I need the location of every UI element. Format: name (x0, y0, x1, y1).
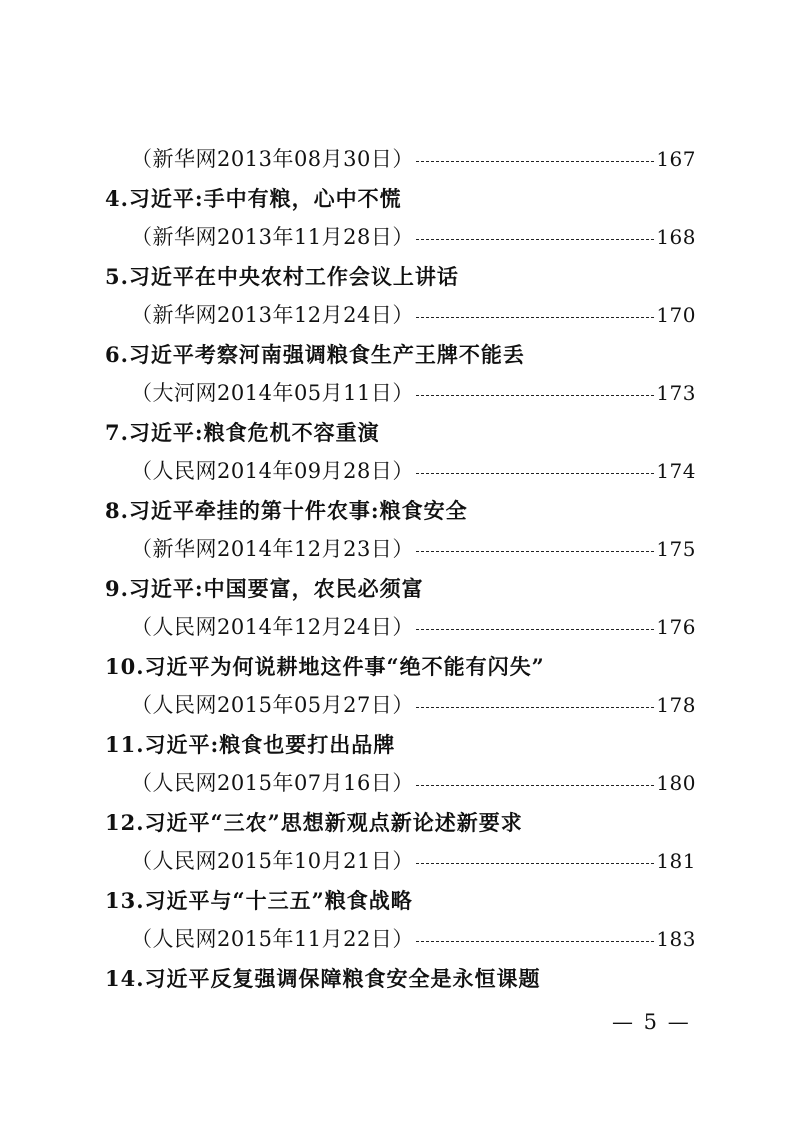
toc-page-number: 167 (656, 147, 696, 171)
toc-leader (416, 239, 654, 240)
toc-page-number: 183 (656, 927, 696, 951)
toc-source: （人民网2014年12月24日） (131, 615, 414, 639)
toc-source-line (0, 686, 696, 725)
toc-entry-title: 13.习近平与“十三五”粮食战略 (105, 888, 413, 913)
toc-source: （大河网2014年05月11日） (131, 381, 414, 405)
toc-source: （人民网2015年05月27日） (131, 693, 414, 717)
toc-leader (416, 941, 654, 942)
toc-entry-title: 5.习近平在中央农村工作会议上讲话 (105, 264, 459, 289)
toc-leader (416, 707, 654, 708)
toc-entry-title: 11.习近平:粮食也要打出品牌 (105, 732, 396, 757)
toc-source: （人民网2015年11月22日） (131, 927, 414, 951)
toc-entry-title: 14.习近平反复强调保障粮食安全是永恒课题 (105, 966, 541, 991)
toc-source-line (0, 530, 696, 569)
toc-entry-title: 12.习近平“三农”思想新观点新论述新要求 (105, 810, 523, 835)
toc-source-line (0, 452, 696, 491)
toc-leader (416, 863, 654, 864)
table-of-contents (0, 140, 800, 998)
toc-leader (416, 473, 654, 474)
toc-page-number: 170 (656, 303, 696, 327)
toc-source: （人民网2014年09月28日） (131, 459, 414, 483)
toc-entry-title: 6.习近平考察河南强调粮食生产王牌不能丢 (105, 342, 525, 367)
toc-page-number: 175 (656, 537, 696, 561)
toc-source-line (0, 920, 696, 959)
toc-source-line (0, 374, 696, 413)
toc-page-number: 174 (656, 459, 696, 483)
toc-entry-title: 10.习近平为何说耕地这件事“绝不能有闪失” (105, 654, 545, 679)
toc-entry-title: 7.习近平:粮食危机不容重演 (105, 420, 380, 445)
toc-entry-title: 4.习近平:手中有粮，心中不慌 (105, 186, 402, 211)
toc-source-line (0, 140, 696, 179)
toc-source-line (0, 608, 696, 647)
toc-source: （新华网2013年11月28日） (131, 225, 414, 249)
toc-source: （新华网2013年12月24日） (131, 303, 414, 327)
toc-page-number: 168 (656, 225, 696, 249)
page-number-footer: — 5 — (612, 1010, 691, 1034)
toc-leader (416, 317, 654, 318)
toc-page-number: 173 (656, 381, 696, 405)
toc-source-line (0, 218, 696, 257)
toc-entry-title: 9.习近平:中国要富，农民必须富 (105, 576, 424, 601)
toc-entry-title: 8.习近平牵挂的第十件农事:粮食安全 (105, 498, 468, 523)
toc-source: （人民网2015年07月16日） (131, 771, 414, 795)
toc-source: （新华网2014年12月23日） (131, 537, 414, 561)
toc-source-line (0, 764, 696, 803)
toc-source: （人民网2015年10月21日） (131, 849, 414, 873)
toc-page-number: 181 (656, 849, 696, 873)
toc-page-number: 178 (656, 693, 696, 717)
toc-leader (416, 395, 654, 396)
toc-leader (416, 551, 654, 552)
toc-source: （新华网2013年08月30日） (131, 147, 414, 171)
toc-source-line (0, 842, 696, 881)
toc-leader (416, 629, 654, 630)
toc-page-number: 180 (656, 771, 696, 795)
toc-source-line (0, 296, 696, 335)
toc-leader (416, 785, 654, 786)
toc-leader (416, 161, 654, 162)
toc-page-number: 176 (656, 615, 696, 639)
